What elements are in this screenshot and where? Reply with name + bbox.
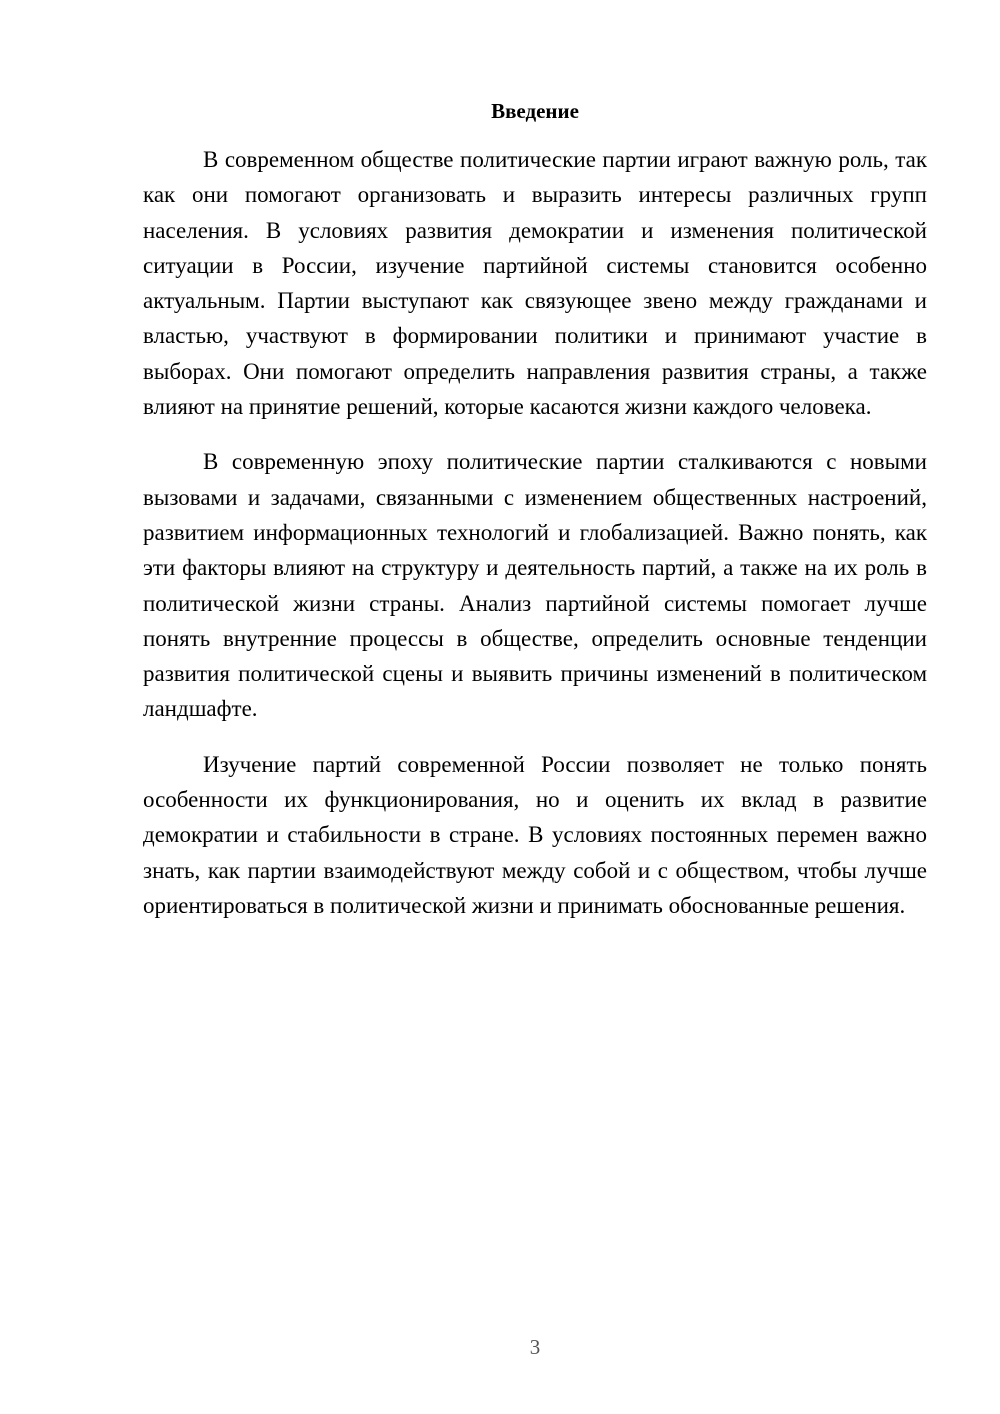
paragraph-2: В современную эпоху политические партии сталкиваются с новыми вызовами и задачами, связанными с изменением общественных настроений, развитием информационных технологий и глобализацией. Важно понять, как эти факторы влияют на структуру и деятельность партий, а также на их роль в политической жизни страны. Анализ партийной системы помогает лучше понять внутренние процессы в обществе, определить основные тенденции развития политической сцены и выявить причины изменений в политическом ландшафте. [143,449,927,722]
paragraph-1: В современном обществе политические партии играют важную роль, так как они помогают организовать и выразить интересы различных групп населения. В условиях развития демократии и изменения политической ситуации в России, изучение партийной системы становится особенно актуальным. Партии выступают как связующее звено между гражданами и властью, участвуют в формировании политики и принимают участие в выборах. Они помогают определить направления развития страны, а также влияют на принятие решений, которые касаются жизни каждого человека. [143,147,927,420]
document-body [143,142,927,943]
page-number: 3 [529,1335,541,1359]
section-title: Введение [491,99,579,123]
paragraph-3: Изучение партий современной России позволяет не только понять особенности их функционирования, но и оценить их вклад в развитие демократии и стабильности в стране. В условиях постоянных перемен важно знать, как партии взаимодействуют между собой и с обществом, чтобы лучше ориентироваться в политической жизни и принимать обоснованные решения. [143,751,927,918]
